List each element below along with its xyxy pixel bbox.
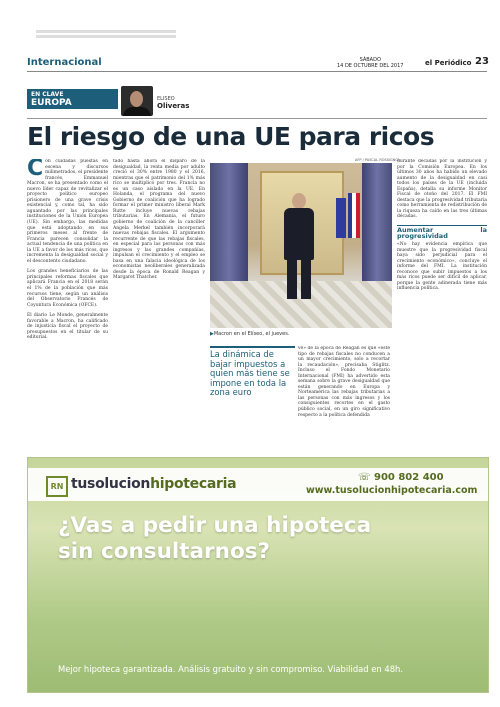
brand-logo: RN	[46, 476, 68, 497]
advertisement[interactable]	[27, 457, 489, 693]
kicker-line1: EN CLAVE	[31, 91, 64, 98]
paragraph: tado hasta ahora el disparo de la desigualdad, la renta media por adulto creció el 30% entre 1980 y el 2016, mientras que el patrimonio del 1% más rico se multiplicó por tres. Francia no es un caso aislado en la UE. En Holanda, el programa del nuevo Gobierno de coalición que ha logrado formar el primer ministro liberal Mark Rutte incluye nuevas rebajas tributarias. En Alemania, el futuro gobierno de coalición de la canciller Angela Merkel también incorporará nuevas rebajas fiscales. El argumento recurrente de que las rebajas fiscales, en especial para las personas con más ingresos y las grandes compañías, impulsan el crecimiento y el empleo se basa en una falacia ideológica de los economistas neoliberales generalizada desde la época de Ronald Reagan y Margaret Thatcher.	[113, 159, 205, 281]
body-column-2	[113, 159, 205, 455]
body-column-3	[298, 346, 390, 455]
author-name: Oliveras	[157, 102, 190, 110]
section-title: Internacional	[27, 57, 102, 68]
kicker-line2: EUROPA	[31, 98, 72, 108]
brand-part-a: tusolucion	[71, 476, 151, 492]
body-column-4	[397, 159, 487, 455]
ad-website[interactable]: www.tusolucionhipotecaria.com	[306, 485, 478, 496]
author-portrait	[121, 86, 153, 116]
paragraph: durante décadas por la institución y por la Comisión Europea. En los últimos 30 años ha habido un elevado aumento de la desigualdad en casi todos los países de la UE (incluida España), detalla su informe Monitor Fiscal de otoño del 2017. El FMI destaca que la progresividad tributaria como herramienta de redistribución de la riqueza ha caído en las tres últimas décadas.	[397, 159, 487, 220]
subheading: Aumentar la progresividad	[397, 226, 487, 240]
author-role: ELISEO	[157, 96, 175, 102]
caption-text: Macron en el Elíseo, el jueves.	[213, 331, 290, 337]
ad-footer: Mejor hipoteca garantizada. Análisis gratuito y sin compromiso. Viabilidad en 48h.	[58, 664, 403, 674]
ad-headline: ¿Vas a pedir una hipoteca sin consultarnos?	[58, 513, 372, 564]
brand-name	[71, 476, 236, 492]
divider	[27, 118, 487, 119]
paragraph: «No hay evidencia empírica que muestre que la progresividad fiscal haya sido perjudicial para el crecimiento económico», concluye el informe del FMI. La institución reconoce que subir impuestos a los más ricos puede ser difícil de aplicar, porque la gente adinerada tiene más influencia política.	[397, 242, 487, 292]
article-headline: El riesgo de una UE para ricos	[27, 122, 435, 151]
page-number: 23	[475, 56, 489, 67]
author-byline	[157, 96, 189, 110]
top-strip	[36, 30, 176, 44]
paragraph: Los grandes beneficiarios de las principales reformas fiscales que aplicará Francia en el 2018 serán el 1% de la población que más recursos tiene, según un análisis del Observatorio Francés de Coyuntura Económica (OFCE).	[27, 269, 108, 308]
column-kicker	[27, 89, 118, 109]
photo-caption: ▶Macron en el Elíseo, el jueves.	[210, 331, 290, 337]
photo-credit: AFP / PASCAL ROSSIGNOL	[355, 158, 401, 162]
paragraph: El diario Le Monde, generalmente favorable a Macron, ha calificado de injusticia fiscal el proyecto de presupuestos en el titular de su editorial.	[27, 313, 108, 341]
newspaper-name: el Periódico	[425, 59, 472, 67]
brand-part-b: hipotecaria	[150, 476, 237, 492]
page-header	[27, 55, 487, 72]
body-column-1	[27, 159, 108, 455]
pull-quote: La dinámica de bajar impuestos a quien más tiene se impone en toda la zona euro	[210, 346, 295, 410]
paragraph: ve» de la época de Reagan es que «este tipo de rebajas fiscales no conducen a un mayor crecimiento, solo a recortar la recaudación», precisaba Stiglitz. Incluso el Fondo Monetario Internacional (FMI) ha advertido esta semana sobre la grave desigualdad que están generando en Europa y Norteamérica las rebajas tributarias a las personas con más ingresos y los consiguientes recortes en el gasto público social, en un giro significativo respecto a la política defendida	[298, 346, 390, 418]
ad-phone[interactable]: ☏ 900 802 400	[358, 472, 444, 483]
article-photo	[210, 163, 392, 328]
date-block	[337, 57, 403, 69]
date-label: 14 DE OCTUBRE DEL 2017	[337, 63, 404, 69]
day-label: SÁBADO	[359, 57, 381, 63]
paragraph: on cuidadas puestas en escena y discursos milimetrados, el presidente francés, Emmanuel Macron, se ha presentado como el nuevo líder capaz de revitalizar el proyecto político europeo prisionero de una grave crisis existencial y, como tal, ha sido aguantado por las principales instituciones de la Unión Europea (UE). Sin embargo, las medidas que está adoptando en sus primeros meses al frente de Francia parecen consolidar la actual tendencia de una política en la UE a favor de los más ricos, que incrementa la desigualdad social y el descontento ciudadano.	[27, 159, 108, 264]
drop-cap: C	[27, 159, 44, 181]
